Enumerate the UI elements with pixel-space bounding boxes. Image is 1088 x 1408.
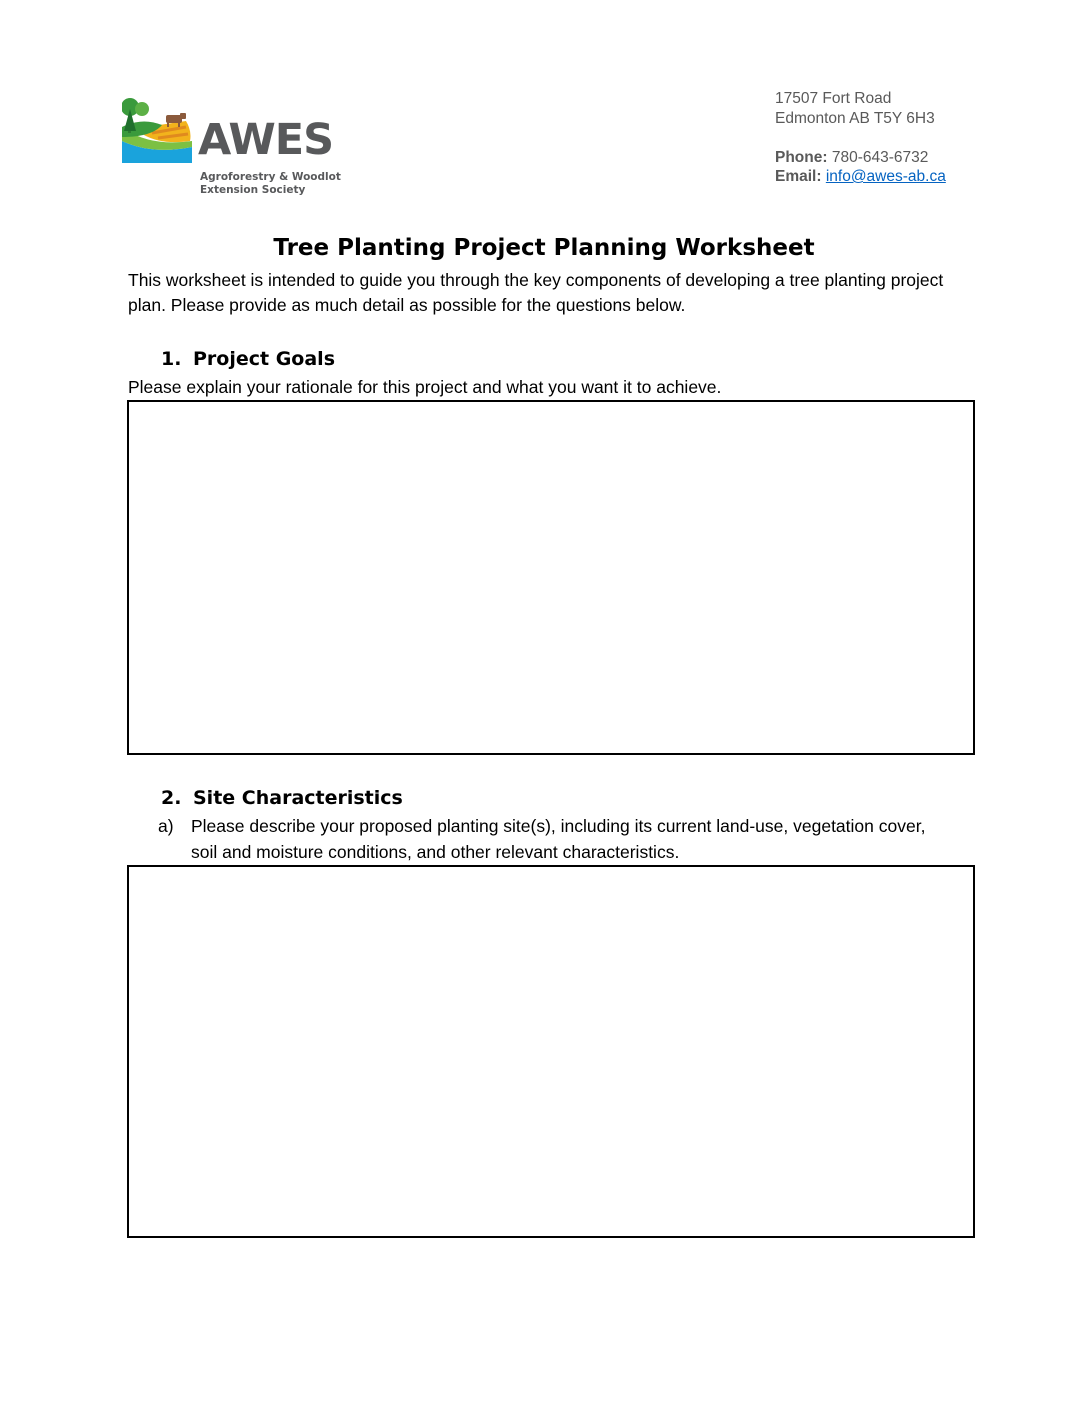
contact-street: 17507 Fort Road — [775, 90, 892, 107]
section-number: 2. — [161, 787, 182, 809]
awes-logo — [122, 97, 341, 201]
intro-paragraph: This worksheet is intended to guide you through the key components of developing a tree planting project plan. Please provide as much detail as possible for the questions below. — [128, 270, 944, 315]
site-characteristics-prompt-text: Please describe your proposed planting site(s), including its current land-use, vegetation cover, soil and moisture conditions, and other relevant characteristics. — [191, 816, 926, 862]
phone-label: Phone: — [775, 148, 828, 166]
awes-landscape-icon — [122, 97, 198, 169]
section-title: Project Goals — [193, 348, 335, 370]
contact-city: Edmonton AB T5Y 6H3 — [775, 109, 935, 127]
contact-email — [775, 167, 946, 187]
logo-wordmark: AWES — [198, 115, 334, 165]
logo-subtitle-line2: Extension Society — [200, 184, 306, 196]
email-link[interactable]: info@awes-ab.ca — [825, 168, 946, 185]
project-goals-prompt: Please explain your rationale for this project and what you want it to achieve. — [128, 377, 722, 397]
project-goals-answer-box[interactable] — [127, 400, 975, 755]
contact-block — [775, 89, 946, 187]
site-characteristics-prompt — [158, 813, 951, 865]
page-title: Tree Planting Project Planning Worksheet — [273, 235, 815, 261]
email-label: Email: — [775, 168, 822, 185]
phone-value: 780-643-6732 — [831, 148, 929, 166]
section-heading-project-goals — [161, 346, 335, 372]
section-number: 1. — [161, 348, 182, 370]
site-characteristics-answer-box[interactable] — [127, 865, 975, 1238]
logo-subtitle-line1: Agroforestry & Woodlot — [200, 171, 341, 183]
section-title: Site Characteristics — [193, 787, 403, 809]
logo-subtitle — [200, 171, 341, 197]
list-marker: a) — [158, 816, 174, 836]
contact-phone — [775, 148, 946, 168]
section-heading-site-characteristics — [161, 785, 403, 811]
